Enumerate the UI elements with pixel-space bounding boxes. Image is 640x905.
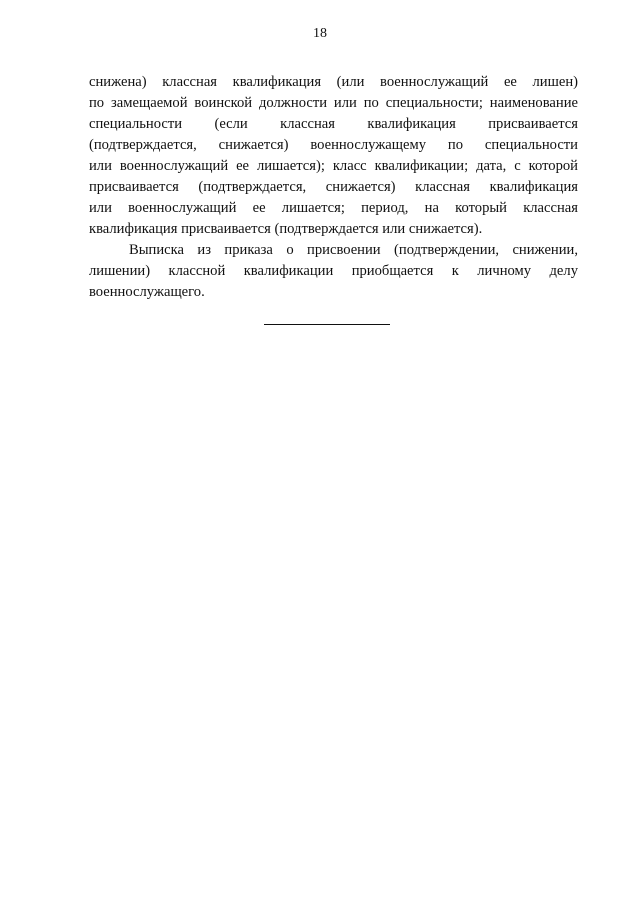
- paragraph-2: [89, 240, 578, 303]
- text-line: или военнослужащий ее лишается); класс квалификации; дата, с которой: [89, 158, 578, 174]
- document-body: [89, 72, 578, 303]
- text-line: или военнослужащий ее лишается; период, на который классная: [89, 200, 578, 216]
- end-divider-line: [264, 324, 390, 325]
- paragraph-1: [89, 72, 578, 240]
- text-line: (подтверждается, снижается) военнослужащему по специальности: [89, 137, 578, 153]
- text-line: снижена) классная квалификация (или военнослужащий ее лишен): [89, 74, 578, 90]
- text-line: специальности (если классная квалификация присваивается: [89, 116, 578, 132]
- text-line: лишении) классной квалификации приобщается к личному делу: [89, 263, 578, 279]
- text-line: квалификация присваивается (подтверждается или снижается).: [89, 221, 483, 237]
- text-line: Выписка из приказа о присвоении (подтверждении, снижении,: [129, 242, 578, 258]
- text-line: присваивается (подтверждается, снижается) классная квалификация: [89, 179, 578, 195]
- text-line: по замещаемой воинской должности или по специальности; наименование: [89, 95, 578, 111]
- text-line: военнослужащего.: [89, 284, 205, 300]
- page-number: 18: [313, 26, 327, 41]
